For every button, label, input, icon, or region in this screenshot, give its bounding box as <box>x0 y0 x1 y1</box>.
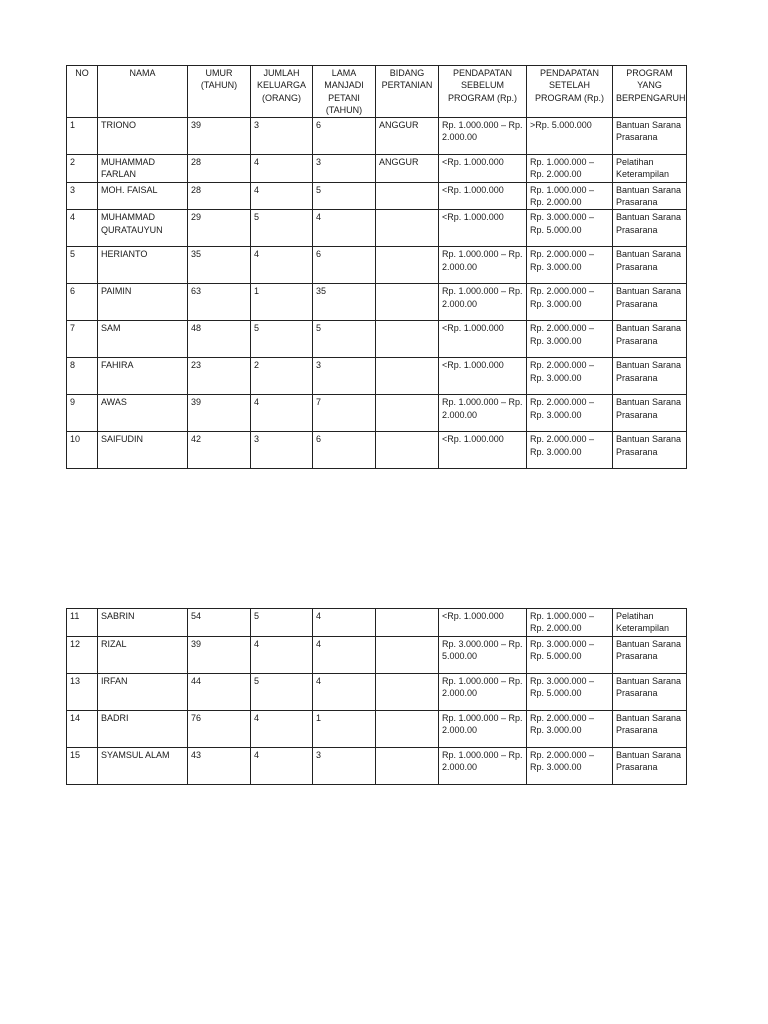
table-row <box>67 710 687 747</box>
cell-lama-petani: 5 <box>313 321 376 358</box>
cell-no: 10 <box>67 432 98 469</box>
cell-bidang-pertanian <box>376 636 439 673</box>
header-lama-petani: LAMA MANJADI PETANI (TAHUN) <box>313 66 376 118</box>
cell-pendapatan-sebelum: <Rp. 1.000.000 <box>439 155 527 183</box>
cell-no: 15 <box>67 747 98 784</box>
cell-program: Bantuan Sarana Prasarana <box>613 432 687 469</box>
cell-pendapatan-sebelum: Rp. 1.000.000 – Rp. 2.000.00 <box>439 118 527 155</box>
cell-umur: 76 <box>188 710 251 747</box>
cell-no: 5 <box>67 247 98 284</box>
cell-program: Bantuan Sarana Prasarana <box>613 358 687 395</box>
table-row <box>67 182 687 210</box>
cell-lama-petani: 1 <box>313 710 376 747</box>
cell-pendapatan-setelah: Rp. 2.000.000 – Rp. 3.000.00 <box>527 284 613 321</box>
cell-nama: MUHAMMAD FARLAN <box>98 155 188 183</box>
cell-bidang-pertanian <box>376 432 439 469</box>
header-no: NO <box>67 66 98 118</box>
cell-jumlah-keluarga: 3 <box>251 118 313 155</box>
cell-umur: 42 <box>188 432 251 469</box>
cell-bidang-pertanian <box>376 358 439 395</box>
header-row <box>67 66 687 118</box>
cell-pendapatan-sebelum: <Rp. 1.000.000 <box>439 358 527 395</box>
cell-jumlah-keluarga: 5 <box>251 210 313 247</box>
cell-nama: IRFAN <box>98 673 188 710</box>
cell-pendapatan-setelah: Rp. 2.000.000 – Rp. 3.000.00 <box>527 358 613 395</box>
cell-jumlah-keluarga: 5 <box>251 321 313 358</box>
cell-program: Pelatihan Keterampilan <box>613 609 687 637</box>
cell-lama-petani: 3 <box>313 358 376 395</box>
cell-lama-petani: 5 <box>313 182 376 210</box>
cell-program: Bantuan Sarana Prasarana <box>613 284 687 321</box>
table-body <box>67 609 687 785</box>
cell-no: 3 <box>67 182 98 210</box>
cell-bidang-pertanian <box>376 247 439 284</box>
cell-pendapatan-setelah: Rp. 2.000.000 – Rp. 3.000.00 <box>527 710 613 747</box>
cell-jumlah-keluarga: 1 <box>251 284 313 321</box>
cell-bidang-pertanian <box>376 210 439 247</box>
cell-no: 2 <box>67 155 98 183</box>
cell-bidang-pertanian: ANGGUR <box>376 118 439 155</box>
cell-umur: 63 <box>188 284 251 321</box>
cell-jumlah-keluarga: 4 <box>251 247 313 284</box>
cell-pendapatan-sebelum: <Rp. 1.000.000 <box>439 609 527 637</box>
cell-jumlah-keluarga: 5 <box>251 673 313 710</box>
cell-program: Bantuan Sarana Prasarana <box>613 321 687 358</box>
cell-pendapatan-sebelum: <Rp. 1.000.000 <box>439 321 527 358</box>
cell-pendapatan-setelah: Rp. 1.000.000 – Rp. 2.000.00 <box>527 155 613 183</box>
cell-nama: FAHIRA <box>98 358 188 395</box>
cell-nama: PAIMIN <box>98 284 188 321</box>
cell-pendapatan-sebelum: Rp. 1.000.000 – Rp. 2.000.00 <box>439 284 527 321</box>
table-row <box>67 747 687 784</box>
cell-lama-petani: 3 <box>313 747 376 784</box>
table-row <box>67 636 687 673</box>
cell-pendapatan-setelah: Rp. 2.000.000 – Rp. 3.000.00 <box>527 432 613 469</box>
cell-lama-petani: 3 <box>313 155 376 183</box>
cell-no: 11 <box>67 609 98 637</box>
cell-bidang-pertanian <box>376 395 439 432</box>
cell-nama: SABRIN <box>98 609 188 637</box>
farmer-table-part-2 <box>66 608 687 785</box>
cell-pendapatan-setelah: Rp. 2.000.000 – Rp. 3.000.00 <box>527 321 613 358</box>
farmer-table-part-1 <box>66 65 687 469</box>
cell-pendapatan-sebelum: <Rp. 1.000.000 <box>439 210 527 247</box>
header-jumlah-keluarga: JUMLAH KELUARGA (ORANG) <box>251 66 313 118</box>
header-pendapatan-setelah: PENDAPATAN SETELAH PROGRAM (Rp.) <box>527 66 613 118</box>
table-row <box>67 210 687 247</box>
cell-bidang-pertanian <box>376 284 439 321</box>
cell-umur: 28 <box>188 155 251 183</box>
cell-jumlah-keluarga: 4 <box>251 395 313 432</box>
cell-program: Bantuan Sarana Prasarana <box>613 710 687 747</box>
cell-nama: RIZAL <box>98 636 188 673</box>
table-row <box>67 609 687 637</box>
table-row <box>67 321 687 358</box>
cell-bidang-pertanian <box>376 710 439 747</box>
cell-no: 14 <box>67 710 98 747</box>
cell-no: 9 <box>67 395 98 432</box>
header-nama: NAMA <box>98 66 188 118</box>
header-pendapatan-sebelum: PENDAPATAN SEBELUM PROGRAM (Rp.) <box>439 66 527 118</box>
cell-umur: 48 <box>188 321 251 358</box>
cell-jumlah-keluarga: 3 <box>251 432 313 469</box>
cell-lama-petani: 35 <box>313 284 376 321</box>
table-row <box>67 155 687 183</box>
cell-pendapatan-setelah: Rp. 3.000.000 – Rp. 5.000.00 <box>527 636 613 673</box>
cell-bidang-pertanian <box>376 673 439 710</box>
cell-nama: SAM <box>98 321 188 358</box>
cell-program: Bantuan Sarana Prasarana <box>613 673 687 710</box>
cell-nama: TRIONO <box>98 118 188 155</box>
cell-bidang-pertanian <box>376 609 439 637</box>
cell-umur: 35 <box>188 247 251 284</box>
cell-no: 7 <box>67 321 98 358</box>
cell-no: 12 <box>67 636 98 673</box>
table-row <box>67 247 687 284</box>
cell-lama-petani: 4 <box>313 609 376 637</box>
cell-pendapatan-sebelum: Rp. 1.000.000 – Rp. 2.000.00 <box>439 395 527 432</box>
cell-jumlah-keluarga: 4 <box>251 182 313 210</box>
cell-pendapatan-setelah: Rp. 2.000.000 – Rp. 3.000.00 <box>527 395 613 432</box>
cell-jumlah-keluarga: 4 <box>251 747 313 784</box>
cell-jumlah-keluarga: 5 <box>251 609 313 637</box>
cell-program: Bantuan Sarana Prasarana <box>613 747 687 784</box>
header-umur: UMUR (TAHUN) <box>188 66 251 118</box>
cell-program: Bantuan Sarana Prasarana <box>613 395 687 432</box>
cell-nama: HERIANTO <box>98 247 188 284</box>
cell-bidang-pertanian <box>376 182 439 210</box>
cell-lama-petani: 4 <box>313 673 376 710</box>
cell-lama-petani: 6 <box>313 118 376 155</box>
cell-nama: MOH. FAISAL <box>98 182 188 210</box>
cell-umur: 54 <box>188 609 251 637</box>
cell-pendapatan-sebelum: Rp. 1.000.000 – Rp. 2.000.00 <box>439 247 527 284</box>
cell-jumlah-keluarga: 4 <box>251 636 313 673</box>
table-row <box>67 118 687 155</box>
table-row <box>67 358 687 395</box>
cell-umur: 39 <box>188 636 251 673</box>
cell-nama: MUHAMMAD QURATAUYUN <box>98 210 188 247</box>
cell-jumlah-keluarga: 2 <box>251 358 313 395</box>
cell-lama-petani: 4 <box>313 636 376 673</box>
cell-pendapatan-sebelum: Rp. 1.000.000 – Rp. 2.000.00 <box>439 710 527 747</box>
cell-program: Bantuan Sarana Prasarana <box>613 182 687 210</box>
cell-nama: SAIFUDIN <box>98 432 188 469</box>
cell-no: 6 <box>67 284 98 321</box>
cell-pendapatan-setelah: Rp. 2.000.000 – Rp. 3.000.00 <box>527 247 613 284</box>
cell-bidang-pertanian <box>376 747 439 784</box>
header-program: PROGRAM YANG BERPENGARUH <box>613 66 687 118</box>
table-row <box>67 284 687 321</box>
cell-program: Bantuan Sarana Prasarana <box>613 636 687 673</box>
cell-pendapatan-sebelum: Rp. 3.000.000 – Rp. 5.000.00 <box>439 636 527 673</box>
cell-pendapatan-sebelum: Rp. 1.000.000 – Rp. 2.000.00 <box>439 747 527 784</box>
cell-program: Bantuan Sarana Prasarana <box>613 210 687 247</box>
cell-bidang-pertanian <box>376 321 439 358</box>
cell-pendapatan-setelah: Rp. 3.000.000 – Rp. 5.000.00 <box>527 210 613 247</box>
cell-umur: 44 <box>188 673 251 710</box>
cell-pendapatan-sebelum: Rp. 1.000.000 – Rp. 2.000.00 <box>439 673 527 710</box>
cell-umur: 43 <box>188 747 251 784</box>
cell-pendapatan-setelah: Rp. 1.000.000 – Rp. 2.000.00 <box>527 609 613 637</box>
cell-pendapatan-setelah: >Rp. 5.000.000 <box>527 118 613 155</box>
table-row <box>67 432 687 469</box>
cell-jumlah-keluarga: 4 <box>251 710 313 747</box>
cell-no: 8 <box>67 358 98 395</box>
cell-lama-petani: 4 <box>313 210 376 247</box>
cell-program: Bantuan Sarana Prasarana <box>613 118 687 155</box>
cell-no: 1 <box>67 118 98 155</box>
cell-lama-petani: 6 <box>313 247 376 284</box>
cell-bidang-pertanian: ANGGUR <box>376 155 439 183</box>
cell-umur: 23 <box>188 358 251 395</box>
cell-lama-petani: 7 <box>313 395 376 432</box>
cell-nama: AWAS <box>98 395 188 432</box>
cell-program: Bantuan Sarana Prasarana <box>613 247 687 284</box>
cell-nama: BADRI <box>98 710 188 747</box>
cell-pendapatan-setelah: Rp. 2.000.000 – Rp. 3.000.00 <box>527 747 613 784</box>
cell-nama: SYAMSUL ALAM <box>98 747 188 784</box>
cell-jumlah-keluarga: 4 <box>251 155 313 183</box>
cell-pendapatan-sebelum: <Rp. 1.000.000 <box>439 182 527 210</box>
cell-umur: 39 <box>188 118 251 155</box>
cell-umur: 39 <box>188 395 251 432</box>
cell-umur: 29 <box>188 210 251 247</box>
table-row <box>67 395 687 432</box>
cell-umur: 28 <box>188 182 251 210</box>
table-row <box>67 673 687 710</box>
cell-lama-petani: 6 <box>313 432 376 469</box>
cell-no: 13 <box>67 673 98 710</box>
cell-pendapatan-setelah: Rp. 1.000.000 – Rp. 2.000.00 <box>527 182 613 210</box>
cell-pendapatan-setelah: Rp. 3.000.000 – Rp. 5.000.00 <box>527 673 613 710</box>
cell-pendapatan-sebelum: <Rp. 1.000.000 <box>439 432 527 469</box>
table-body <box>67 118 687 469</box>
header-bidang-pertanian: BIDANG PERTANIAN <box>376 66 439 118</box>
cell-no: 4 <box>67 210 98 247</box>
cell-program: Pelatihan Keterampilan <box>613 155 687 183</box>
